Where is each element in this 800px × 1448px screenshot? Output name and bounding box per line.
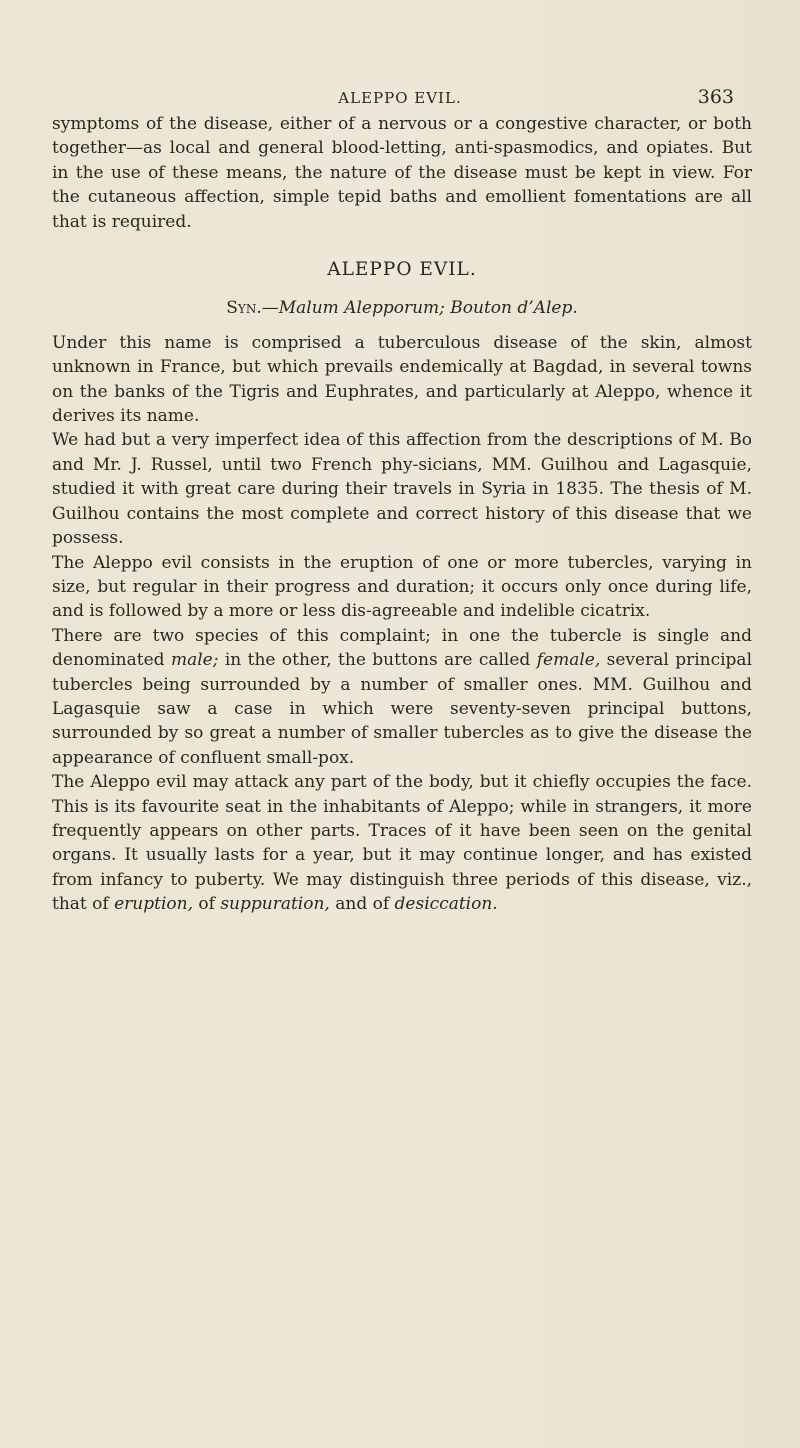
paragraph-continuation: symptoms of the disease, either of a nervous or a congestive character, or both together—as local and general blood-letting, anti-spasmodics, and opiates. But in the use of these means, the nature of the disease must be kept in view. For the cutaneous affection, simple tepid baths and emollient fomentations are all that is required.	[52, 114, 752, 232]
paragraph-history: We had but a very imperfect idea of this affection from the descriptions of M. Bo and Mr. J. Russel, until two French phy-sicians, MM. Guilhou and Lagasquie, studied it with great care during their travels in Syria in 1835. The thesis of M. Guilhou contains the most complete and correct history of this disease that we possess.	[52, 430, 752, 549]
paragraph-definition: Under this name is comprised a tuberculous disease of the skin, almost unknown in France, but which prevails endemically at Bagdad, in several towns on the banks of the Tigris and Euphrates, and particularly at Aleppo, whence it derives its name.	[52, 332, 752, 427]
body-text	[52, 112, 752, 917]
period-desiccation: desiccation.	[394, 894, 498, 915]
paragraph-species	[52, 624, 752, 770]
species-female: female,	[536, 650, 601, 671]
species-text-c: several principal tubercles being surrounded by a number of smaller ones. MM. Guilhou and Lagasquie saw a case in which were seventy-seven principal buttons, surrounded by so great a number of smaller tubercles as to give the disease the appearance of confluent small-pox.	[52, 650, 753, 768]
synonym-text: Malum Alepporum; Bouton d’Alep.	[278, 298, 578, 319]
paragraph-description: The Aleppo evil consists in the eruption of one or more tubercles, varying in size, but regular in their progress and duration; it occurs only once during life, and is followed by a more or less dis-agreeable and indelible cicatrix.	[52, 552, 752, 622]
location-text-b: of	[192, 894, 221, 915]
period-suppuration: suppuration,	[220, 894, 330, 915]
period-eruption: eruption,	[114, 894, 193, 915]
location-text-c: and of	[329, 894, 395, 915]
location-text-a: The Aleppo evil may attack any part of the body, but it chiefly occupies the face. This is its favourite seat in the inhabitants of Aleppo; while in strangers, it more frequently appears on other parts. Traces of it have been seen on the genital organs. It usually lasts for a year, but it may continue longer, and has existed from infancy to puberty. We may distinguish three periods of this disease, viz., that of	[52, 772, 752, 915]
synonym-line	[52, 296, 752, 320]
page-number: 363	[697, 86, 734, 108]
running-title: ALEPPO EVIL.	[338, 89, 462, 107]
species-text-a: There are two species of this complaint; in one the tubercle is single and denominated	[52, 625, 752, 671]
paragraph-location	[52, 770, 752, 916]
species-male: male;	[170, 650, 219, 671]
running-head	[0, 86, 800, 110]
species-text-b: in the other, the buttons are called	[218, 650, 537, 671]
section-heading: ALEPPO EVIL.	[327, 259, 477, 281]
synonym-label: Syn.—	[226, 298, 279, 319]
